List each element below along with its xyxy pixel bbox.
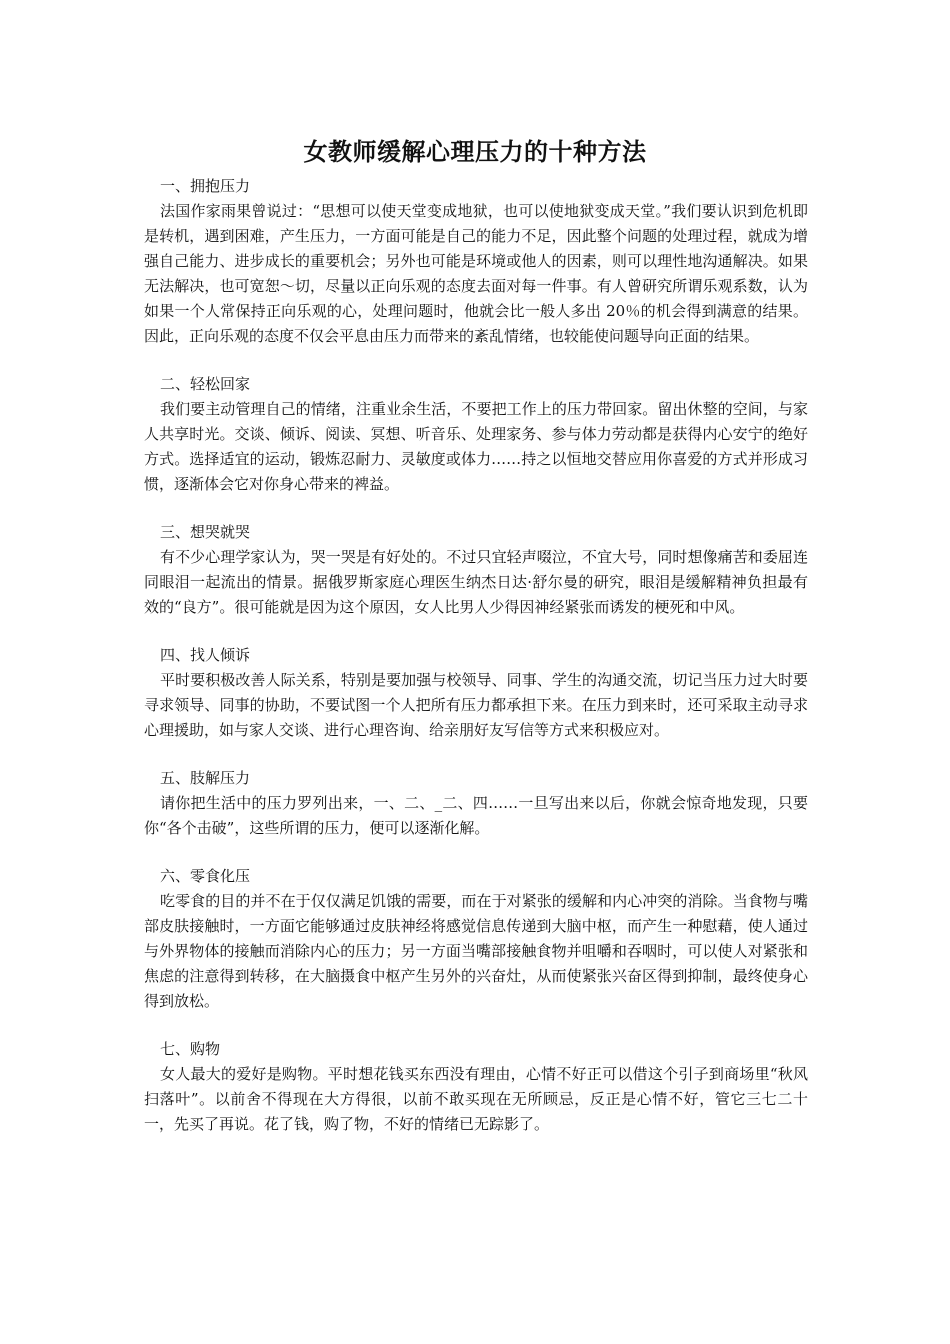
section-heading: 六、零食化压 <box>160 867 251 885</box>
section-paragraph: 请你把生活中的压力罗列出来，一、二、_二、四……一旦写出来以后，你就会惊奇地发现，只要你“各个击破”，这些所谓的压力，便可以逐渐化解。 <box>144 794 808 837</box>
section-paragraph: 法国作家雨果曾说过：“思想可以使天堂变成地狱，也可以使地狱变成天堂。”我们要认识到危机即是转机，遇到困难，产生压力，一方面可能是自己的能力不足，因此整个问题的处理过程，就成为增强自己能力、进步成长的重要机会；另外也可能是环境或他人的因素，则可以理性地沟通解决。如果无法解决，也可宽恕～切，尽量以正向乐观的态度去面对每一件事。有人曾研究所谓乐观系数，认为如果一个人常保持正向乐观的心，处理问题时，他就会比一般人多出 20％的机会得到满意的结果。因此，正向乐观的态度不仅会平息由压力而带来的紊乱情绪，也较能使问题导向正面的结果。 <box>144 202 808 345</box>
section-4 <box>144 643 808 743</box>
section-2 <box>144 372 808 497</box>
section-heading: 五、肢解压力 <box>160 769 251 787</box>
section-paragraph: 平时要积极改善人际关系，特别是要加强与校领导、同事、学生的沟通交流，切记当压力过大时要寻求领导、同事的协助，不要试图一个人把所有压力都承担下来。在压力到来时，还可采取主动寻求心理援助，如与家人交谈、进行心理咨询、给亲朋好友写信等方式来积极应对。 <box>144 671 808 739</box>
section-heading: 二、轻松回家 <box>160 375 251 393</box>
section-heading: 四、找人倾诉 <box>160 646 251 664</box>
section-3 <box>144 520 808 620</box>
section-1 <box>144 174 808 349</box>
section-paragraph: 女人最大的爱好是购物。平时想花钱买东西没有理由，心情不好正可以借这个引子到商场里“秋风扫落叶”。以前舍不得现在大方得很，以前不敢买现在无所顾忌，反正是心情不好，管它三七二十一，先买了再说。花了钱，购了物，不好的情绪已无踪影了。 <box>144 1065 808 1133</box>
section-paragraph: 有不少心理学家认为，哭一哭是有好处的。不过只宜轻声啜泣，不宜大号，同时想像痛苦和委屈连同眼泪一起流出的情景。据俄罗斯家庭心理医生纳杰日达·舒尔曼的研究，眼泪是缓解精神负担最有效的“良方”。很可能就是因为这个原因，女人比男人少得因神经紧张而诱发的梗死和中风。 <box>144 548 808 616</box>
section-6 <box>144 864 808 1014</box>
section-5 <box>144 766 808 841</box>
document-title: 女教师缓解心理压力的十种方法 <box>303 137 647 166</box>
section-7 <box>144 1037 808 1137</box>
section-paragraph: 吃零食的目的并不在于仅仅满足饥饿的需要，而在于对紧张的缓解和内心冲突的消除。当食物与嘴部皮肤接触时，一方面它能够通过皮肤神经将感觉信息传递到大脑中枢，而产生一种慰藉，使人通过与外界物体的接触而消除内心的压力；另一方面当嘴部接触食物并咀嚼和吞咽时，可以使人对紧张和焦虑的注意得到转移，在大脑摄食中枢产生另外的兴奋灶，从而使紧张兴奋区得到抑制，最终使身心得到放松。 <box>144 892 808 1010</box>
section-heading: 七、购物 <box>160 1040 221 1058</box>
document-body <box>144 174 808 1160</box>
section-paragraph: 我们要主动管理自己的情绪，注重业余生活，不要把工作上的压力带回家。留出休整的空间，与家人共享时光。交谈、倾诉、阅读、冥想、听音乐、处理家务、参与体力劳动都是获得内心安宁的绝好方式。选择适宜的运动，锻炼忍耐力、灵敏度或体力……持之以恒地交替应用你喜爱的方式并形成习惯，逐渐体会它对你身心带来的裨益。 <box>144 400 808 493</box>
section-heading: 一、拥抱压力 <box>160 177 251 195</box>
section-heading: 三、想哭就哭 <box>160 523 251 541</box>
